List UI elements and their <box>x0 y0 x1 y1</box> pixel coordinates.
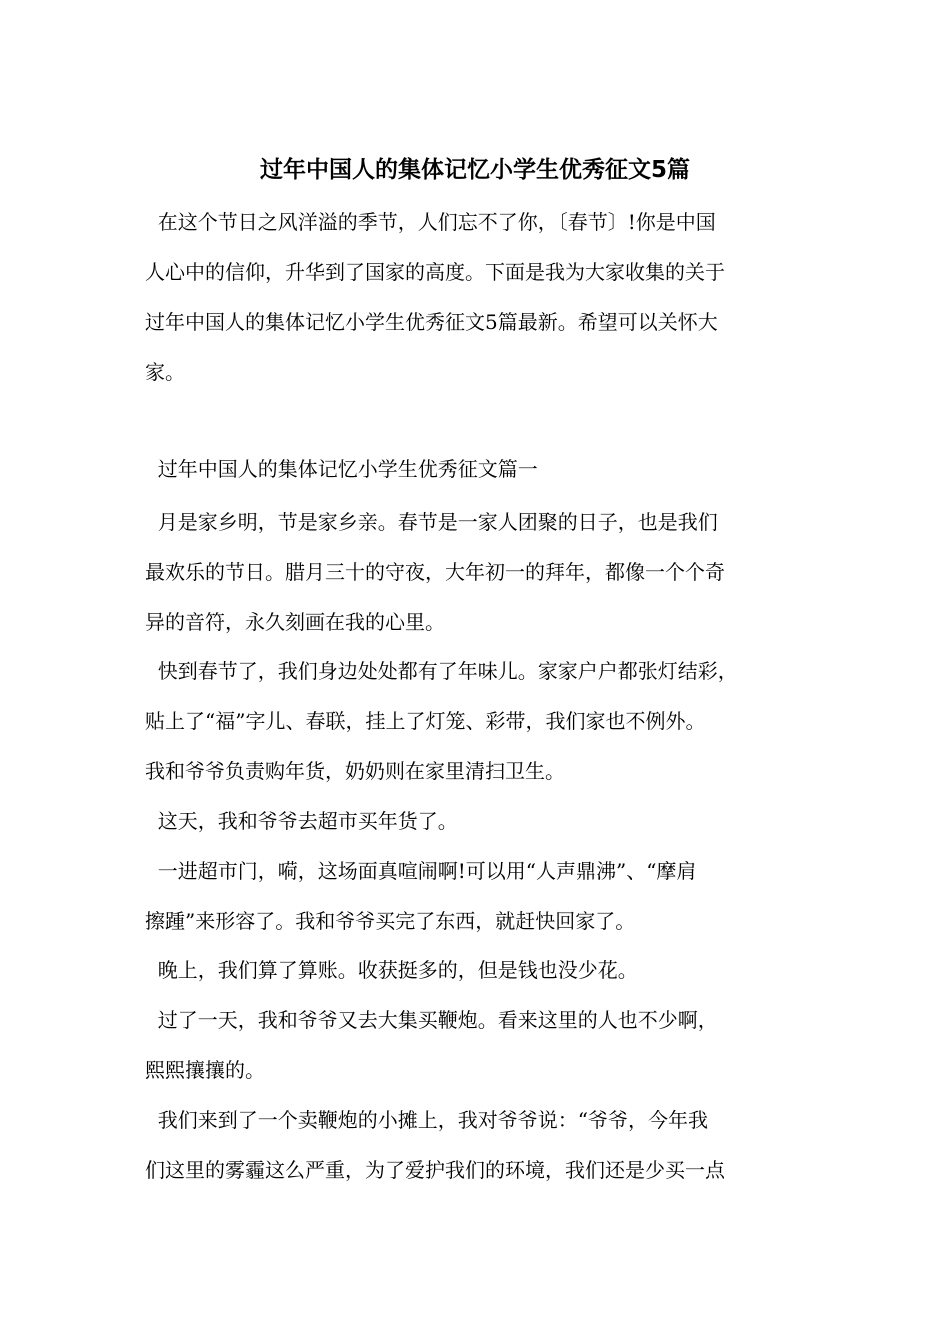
paragraph-line: 过年中国人的集体记忆小学生优秀征文5篇最新。希望可以关怀大 <box>145 310 718 334</box>
paragraph-line: 一进超市门，嗬，这场面真喧闹啊!可以用“人声鼎沸”、“摩肩 <box>145 859 697 883</box>
paragraph-line: 最欢乐的节日。腊月三十的守夜，大年初一的拜年，都像一个个奇 <box>145 560 725 584</box>
paragraph-line: 过了一天，我和爷爷又去大集买鞭炮。看来这里的人也不少啊， <box>145 1008 718 1032</box>
paragraph-line: 月是家乡明，节是家乡亲。春节是一家人团聚的日子，也是我们 <box>145 510 718 534</box>
paragraph-line: 擦踵”来形容了。我和爷爷买完了东西，就赶快回家了。 <box>145 909 636 933</box>
paragraph-line: 们这里的雾霾这么严重，为了爱护我们的环境，我们还是少买一点 <box>145 1158 725 1182</box>
document-title: 过年中国人的集体记忆小学生优秀征文5篇 <box>259 157 690 183</box>
paragraph-line: 这天，我和爷爷去超市买年货了。 <box>145 809 458 833</box>
paragraph-line: 在这个节日之风洋溢的季节，人们忘不了你，〔春节〕!你是中国 <box>145 210 716 234</box>
paragraph-line: 晚上，我们算了算账。收获挺多的，但是钱也没少花。 <box>145 958 638 982</box>
paragraph-line: 我和爷爷负责购年货，奶奶则在家里清扫卫生。 <box>145 759 565 783</box>
paragraph-line: 贴上了“福”字儿、春联，挂上了灯笼、彩带，我们家也不例外。 <box>145 709 706 733</box>
paragraph-line: 人心中的信仰，升华到了国家的高度。下面是我为大家收集的关于 <box>145 260 725 284</box>
paragraph-line: 快到春节了，我们身边处处都有了年味儿。家家户户都张灯结彩， <box>145 659 738 683</box>
paragraph-line: 熙熙攘攘的。 <box>145 1058 265 1082</box>
paragraph-line: 家。 <box>145 360 185 384</box>
paragraph-line: 我们来到了一个卖鞭炮的小摊上，我对爷爷说：“爷爷，今年我 <box>145 1108 708 1132</box>
paragraph-line: 异的音符，永久刻画在我的心里。 <box>145 610 445 634</box>
section-heading: 过年中国人的集体记忆小学生优秀征文篇一 <box>145 457 538 481</box>
